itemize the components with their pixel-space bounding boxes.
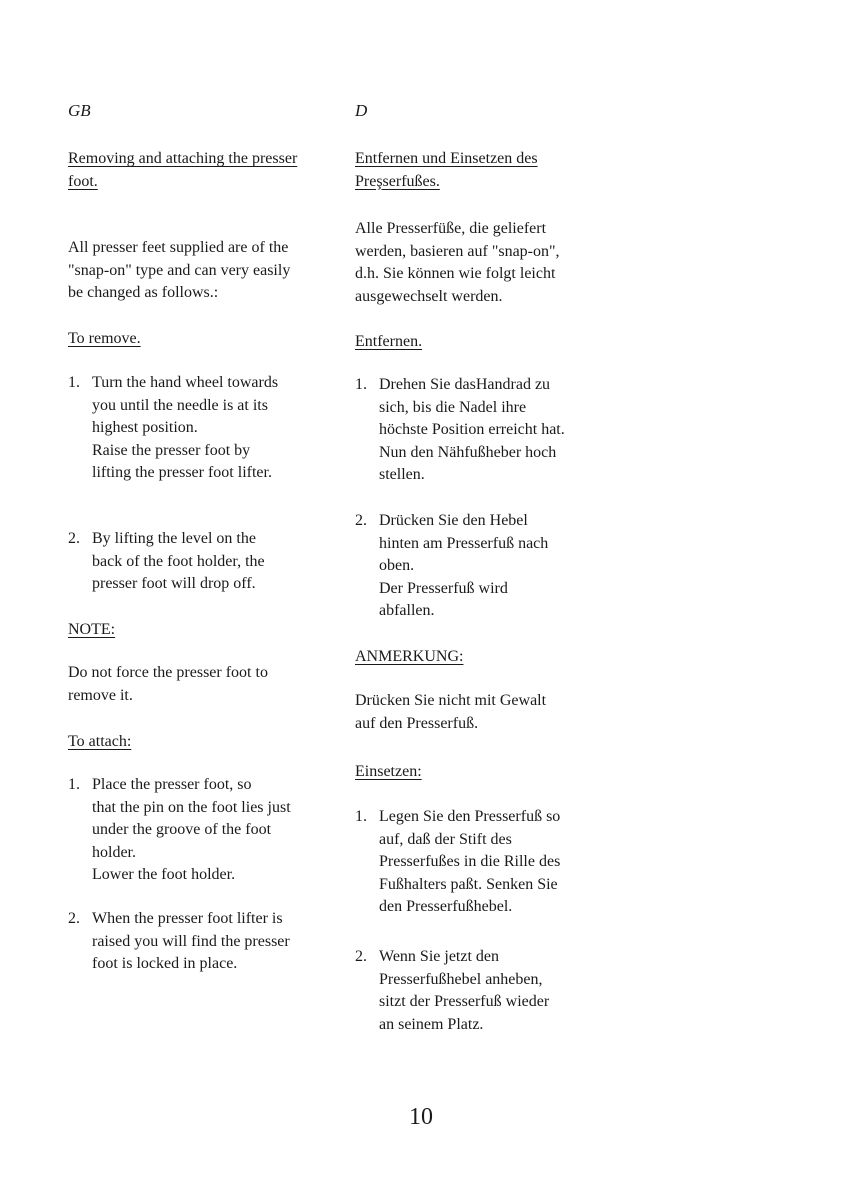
attach-step-1-de: 1. Legen Sie den Presserfuß so auf, daß der Stift des Presserfußes in die Rille des Fußhalters paßt. Senken Sie den Presserfußhebel. <box>355 808 561 915</box>
attach-heading-de: Einsetzen: <box>355 763 422 780</box>
language-label-de: D <box>355 101 368 120</box>
note-text-de: Drücken Sie nicht mit Gewalt auf den Presserfuß. <box>355 692 547 732</box>
attach-step-1-gb: 1. Place the presser foot, so that the pin on the foot lies just under the groove of the foot holder. Lower the foot holder. <box>68 776 291 883</box>
page-number: 10 <box>409 1104 433 1130</box>
remove-step-2-de: 2. Drücken Sie den Hebel hinten am Presserfuß nach oben. Der Presserfuß wird abfallen. <box>355 512 549 619</box>
attach-step-2-gb: 2. When the presser foot lifter is raised you will find the presser foot is locked in place. <box>68 910 290 972</box>
remove-heading-gb: To remove. <box>68 330 141 347</box>
note-heading-gb: NOTE: <box>68 621 116 638</box>
remove-step-1-de: 1. Drehen Sie dasHandrad zu sich, bis die Nadel ihre höchste Position erreicht hat. Nun den Nähfußheber hoch stellen. <box>355 376 565 483</box>
intro-paragraph-gb: All presser feet supplied are of the "snap-on" type and can very easily be changed as follows.: <box>68 239 291 301</box>
note-heading-de: ANMERKUNG: <box>355 648 464 665</box>
section-title-gb: Removing and attaching the presser foot. <box>68 150 298 190</box>
remove-heading-de: Entfernen. <box>355 333 423 350</box>
attach-step-2-de: 2. Wenn Sie jetzt den Presserfußhebel anheben, sitzt der Presserfuß wieder an seinem Platz. <box>355 948 550 1033</box>
language-label-gb: GB <box>68 101 91 120</box>
note-text-gb: Do not force the presser foot to remove it. <box>68 664 268 704</box>
remove-step-2-gb: 2. By lifting the level on the back of the foot holder, the presser foot will drop off. <box>68 530 265 592</box>
remove-step-1-gb: 1. Turn the hand wheel towards you until the needle is at its highest position. Raise the presser foot by lifting the presser foot lifter. <box>68 374 279 481</box>
section-title-de: Entfernen und Einsetzen des Preşserfußes. <box>355 150 538 190</box>
attach-heading-gb: To attach: <box>68 733 132 750</box>
intro-paragraph-de: Alle Presserfüße, die geliefert werden, basieren auf "snap-on", d.h. Sie können wie folgt leicht ausgewechselt werden. <box>355 220 560 305</box>
